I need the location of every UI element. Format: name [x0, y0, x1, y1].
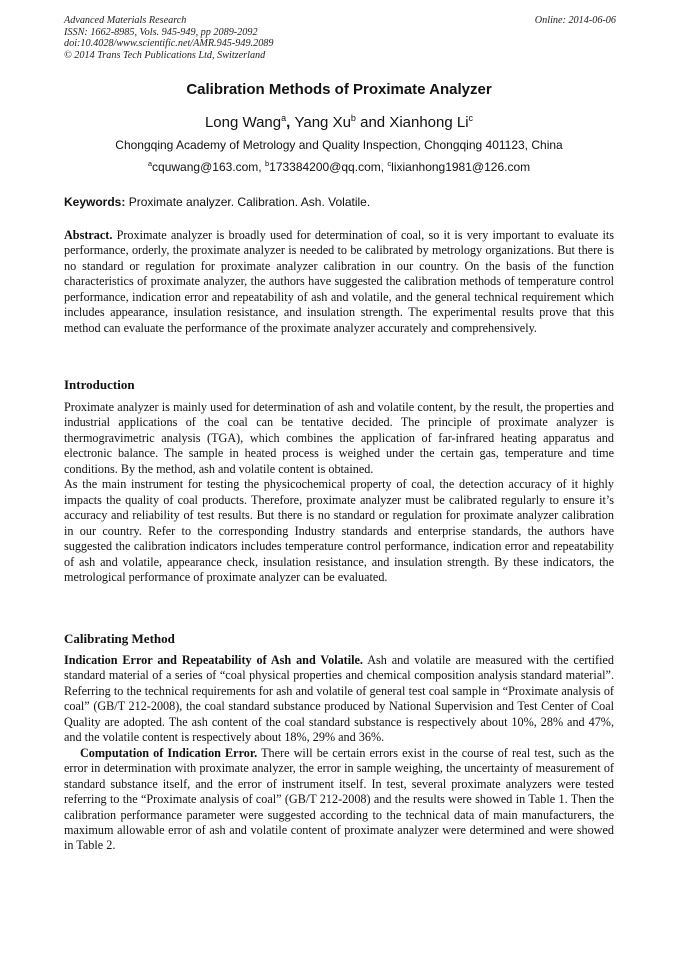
keywords-label: Keywords: [64, 195, 126, 209]
keywords [64, 195, 614, 210]
author-name: Long Wang [204, 114, 282, 131]
email-separator: , [258, 160, 265, 174]
calibrating-paragraph-1 [64, 653, 614, 746]
keywords-text: Proximate analyzer. Calibration. Ash. Volatile. [128, 195, 371, 209]
affiliation: Chongqing Academy of Metrology and Quality Inspection, Chongqing 401123, China [115, 138, 563, 152]
doi-line: doi:10.4028/www.scientific.net/AMR.945-949.2089 [64, 38, 274, 50]
author-separator: , [286, 114, 295, 131]
email-address: cquwang@163.com [152, 160, 259, 174]
journal-name: Advanced Materials Research [64, 15, 187, 26]
online-date: Online: 2014-06-06 [534, 15, 616, 26]
author-affil-mark: c [468, 113, 474, 123]
author-name: Yang Xu [294, 114, 351, 131]
paper-title: Calibration Methods of Proximate Analyzer [186, 81, 492, 98]
email-separator: , [380, 160, 388, 174]
introduction-paragraph-1: Proximate analyzer is mainly used for determination of ash and volatile content, by the result, the properties and industrial applications of the coal can be tentative decided. The principle of proximate analyzer is thermogravimetric analysis (TGA), which combines the application of far-infrared heating apparatus and electronic balance. The sample in heated process is weighed under the certain gas, temperature and time conditions. By the method, ash and volatile content is obtained. [64, 400, 614, 476]
abstract-text: Proximate analyzer is broadly used for determination of coal, so it is very important to evaluate its performance, orderly, the proximate analyzer is needed to be calibrated by metrology organizations. But there is no standard or regulation for proximate analyzer calibration in our country. On the basis of the function characteristics of proximate analyzer, the authors have suggested the calibration methods of temperature control performance, indication error and repeatability of ash and volatile, and the general technical requirement which includes appearance, insulation resistance, and insulation strength. The experimental results prove that this method can evaluate the performance of the proximate analyzer accurately and comprehensively. [64, 228, 614, 335]
author-affil-mark: a [281, 113, 287, 123]
calibrating-paragraph-2-text: There will be certain errors exist in the course of real test, such as the error in determination with proximate analyzer, the error in sample weighing, the uncertainty of measurement of standard substance itself, and the error of instrument itself. In test, several proximate analyzers were tested referring to the “Proximate analysis of coal” (GB/T 212-2008) and the results were showed in Table 1. Then the calibration performance parameter were suggested according to the technical data of main manufacturers, the maximum allowable error of ash and volatile content of proximate analyzer were determined and were showed in Table 2. [64, 745, 615, 853]
subsection-heading-indication-error: Indication Error and Repeatability of Ash and Volatile. [64, 653, 363, 667]
author-list [64, 114, 614, 132]
author-affil-mark: b [350, 113, 356, 123]
introduction-body [64, 400, 614, 585]
email-mark: b [264, 159, 270, 168]
abstract [64, 228, 614, 336]
abstract-label: Abstract. [64, 228, 113, 242]
author-name: Xianhong Li [389, 114, 469, 131]
journal-header [64, 15, 616, 61]
author-separator: and [355, 114, 390, 131]
subsection-heading-computation: Computation of Indication Error. [80, 745, 258, 760]
issn-line: ISSN: 1662-8985, Vols. 945-949, pp 2089-2092 [64, 26, 258, 38]
copyright-line: © 2014 Trans Tech Publications Ltd, Switzerland [64, 49, 266, 61]
email-address: 173384200@qq.com [269, 160, 381, 174]
calibrating-paragraph-1-text: Ash and volatile are measured with the certified standard material of a series of “coal physical properties and chemical composition analysis standard material”. Referring to the technical requirements for ash and volatile of general test coal sample in “Proximate analysis of coal” (GB/T 212-2008), the coal standard substance produced by National Supervision and Test Center of Coal Quality are adopted. The ash content of the coal standard substance is respectively about 10%, 28% and 47%, and the volatile content is respectively about 18%, 29% and 36%. [64, 653, 615, 745]
section-heading-calibrating-method: Calibrating Method [64, 631, 175, 646]
email-mark: a [147, 159, 153, 168]
email-address: lixianhong1981@126.com [391, 160, 531, 174]
email-mark: c [387, 159, 392, 168]
introduction-paragraph-2: As the main instrument for testing the physicochemical property of coal, the detection accuracy of it highly impacts the quality of coal products. Therefore, proximate analyzer must be calibrated regularly to ensure it’s accuracy and reliability of test results. But there is no standard or regulation for proximate analyzer calibration in our country. Refer to the corresponding Industry standards and enterprise standards, the authors have suggested the calibration indicators includes temperature control performance, indication error and repeatability of ash and volatile, appearance check, insulation resistance, and insulation strength. By these indicators, the metrological performance of proximate analyzer can be evaluated. [64, 477, 614, 584]
section-heading-introduction: Introduction [64, 377, 135, 392]
calibrating-body [64, 653, 614, 854]
email-list [64, 160, 614, 175]
calibrating-paragraph-2 [64, 746, 614, 854]
abstract-paragraph [64, 228, 614, 336]
